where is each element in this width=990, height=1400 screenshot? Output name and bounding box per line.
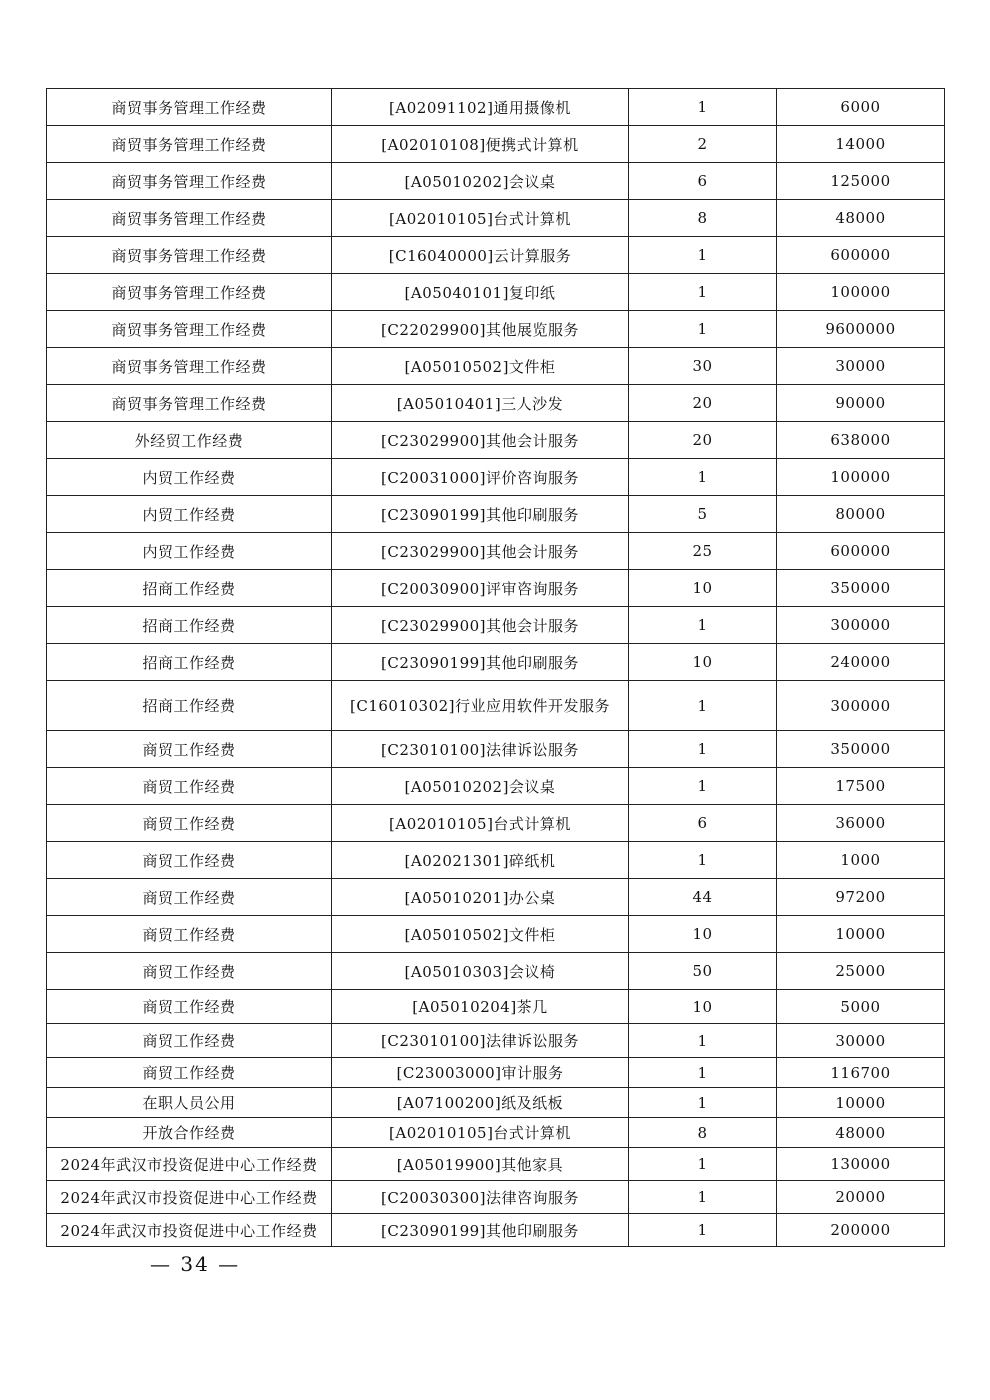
amount-cell: 80000	[777, 496, 945, 533]
table-row	[47, 1058, 945, 1088]
project-cell: 招商工作经费	[47, 607, 332, 644]
project-cell: 商贸事务管理工作经费	[47, 126, 332, 163]
table-row	[47, 385, 945, 422]
item-cell: [A05010202]会议桌	[332, 768, 629, 805]
item-cell: [C23090199]其他印刷服务	[332, 644, 629, 681]
item-cell: [A02010105]台式计算机	[332, 805, 629, 842]
project-cell: 招商工作经费	[47, 681, 332, 731]
budget-table	[46, 88, 945, 1247]
table-row	[47, 459, 945, 496]
item-cell: [C23003000]审计服务	[332, 1058, 629, 1088]
item-cell: [C23090199]其他印刷服务	[332, 1214, 629, 1247]
table-row	[47, 879, 945, 916]
item-cell: [C20030300]法律咨询服务	[332, 1181, 629, 1214]
amount-cell: 350000	[777, 570, 945, 607]
item-cell: [C20031000]评价咨询服务	[332, 459, 629, 496]
table-row	[47, 1148, 945, 1181]
quantity-cell: 5	[629, 496, 777, 533]
project-cell: 商贸工作经费	[47, 805, 332, 842]
quantity-cell: 1	[629, 1024, 777, 1058]
amount-cell: 300000	[777, 607, 945, 644]
project-cell: 2024年武汉市投资促进中心工作经费	[47, 1181, 332, 1214]
project-cell: 商贸工作经费	[47, 768, 332, 805]
project-cell: 内贸工作经费	[47, 459, 332, 496]
amount-cell: 36000	[777, 805, 945, 842]
item-cell: [A05010401]三人沙发	[332, 385, 629, 422]
project-cell: 商贸工作经费	[47, 731, 332, 768]
table-row	[47, 916, 945, 953]
table-row	[47, 533, 945, 570]
project-cell: 招商工作经费	[47, 644, 332, 681]
quantity-cell: 2	[629, 126, 777, 163]
project-cell: 内贸工作经费	[47, 496, 332, 533]
item-cell: [C23029900]其他会计服务	[332, 533, 629, 570]
item-cell: [A02010108]便携式计算机	[332, 126, 629, 163]
quantity-cell: 1	[629, 459, 777, 496]
quantity-cell: 10	[629, 570, 777, 607]
project-cell: 外经贸工作经费	[47, 422, 332, 459]
table-row	[47, 570, 945, 607]
amount-cell: 240000	[777, 644, 945, 681]
table-row	[47, 1181, 945, 1214]
table-row	[47, 237, 945, 274]
item-cell: [A02010105]台式计算机	[332, 1118, 629, 1148]
quantity-cell: 1	[629, 1214, 777, 1247]
item-cell: [A05010303]会议椅	[332, 953, 629, 990]
quantity-cell: 20	[629, 385, 777, 422]
quantity-cell: 1	[629, 768, 777, 805]
budget-table-body	[47, 89, 945, 1247]
item-cell: [C23029900]其他会计服务	[332, 607, 629, 644]
amount-cell: 30000	[777, 1024, 945, 1058]
project-cell: 招商工作经费	[47, 570, 332, 607]
table-row	[47, 990, 945, 1024]
amount-cell: 14000	[777, 126, 945, 163]
quantity-cell: 6	[629, 163, 777, 200]
amount-cell: 48000	[777, 200, 945, 237]
table-row	[47, 644, 945, 681]
project-cell: 2024年武汉市投资促进中心工作经费	[47, 1148, 332, 1181]
amount-cell: 9600000	[777, 311, 945, 348]
quantity-cell: 1	[629, 842, 777, 879]
amount-cell: 5000	[777, 990, 945, 1024]
quantity-cell: 6	[629, 805, 777, 842]
project-cell: 商贸工作经费	[47, 953, 332, 990]
quantity-cell: 1	[629, 731, 777, 768]
table-row	[47, 953, 945, 990]
item-cell: [A05010201]办公桌	[332, 879, 629, 916]
quantity-cell: 30	[629, 348, 777, 385]
project-cell: 内贸工作经费	[47, 533, 332, 570]
amount-cell: 116700	[777, 1058, 945, 1088]
quantity-cell: 1	[629, 607, 777, 644]
project-cell: 商贸工作经费	[47, 1058, 332, 1088]
quantity-cell: 1	[629, 274, 777, 311]
item-cell: [A05010204]茶几	[332, 990, 629, 1024]
amount-cell: 600000	[777, 237, 945, 274]
quantity-cell: 10	[629, 916, 777, 953]
amount-cell: 200000	[777, 1214, 945, 1247]
item-cell: [A05040101]复印纸	[332, 274, 629, 311]
quantity-cell: 1	[629, 1148, 777, 1181]
item-cell: [A05010502]文件柜	[332, 916, 629, 953]
quantity-cell: 1	[629, 1181, 777, 1214]
project-cell: 商贸事务管理工作经费	[47, 348, 332, 385]
item-cell: [A07100200]纸及纸板	[332, 1088, 629, 1118]
project-cell: 商贸事务管理工作经费	[47, 89, 332, 126]
amount-cell: 48000	[777, 1118, 945, 1148]
item-cell: [A05010502]文件柜	[332, 348, 629, 385]
amount-cell: 638000	[777, 422, 945, 459]
project-cell: 商贸工作经费	[47, 916, 332, 953]
table-row	[47, 163, 945, 200]
table-row	[47, 274, 945, 311]
table-row	[47, 89, 945, 126]
amount-cell: 130000	[777, 1148, 945, 1181]
amount-cell: 17500	[777, 768, 945, 805]
quantity-cell: 25	[629, 533, 777, 570]
amount-cell: 125000	[777, 163, 945, 200]
amount-cell: 90000	[777, 385, 945, 422]
project-cell: 商贸事务管理工作经费	[47, 237, 332, 274]
quantity-cell: 8	[629, 200, 777, 237]
amount-cell: 10000	[777, 1088, 945, 1118]
table-row	[47, 842, 945, 879]
item-cell: [C16040000]云计算服务	[332, 237, 629, 274]
table-row	[47, 1088, 945, 1118]
project-cell: 在职人员公用	[47, 1088, 332, 1118]
amount-cell: 25000	[777, 953, 945, 990]
project-cell: 商贸事务管理工作经费	[47, 163, 332, 200]
item-cell: [C23010100]法律诉讼服务	[332, 731, 629, 768]
project-cell: 商贸工作经费	[47, 1024, 332, 1058]
project-cell: 2024年武汉市投资促进中心工作经费	[47, 1214, 332, 1247]
project-cell: 商贸事务管理工作经费	[47, 385, 332, 422]
quantity-cell: 10	[629, 990, 777, 1024]
quantity-cell: 1	[629, 89, 777, 126]
quantity-cell: 1	[629, 237, 777, 274]
project-cell: 商贸工作经费	[47, 842, 332, 879]
quantity-cell: 44	[629, 879, 777, 916]
table-row	[47, 805, 945, 842]
item-cell: [C20030900]评审咨询服务	[332, 570, 629, 607]
item-cell: [C23090199]其他印刷服务	[332, 496, 629, 533]
item-cell: [C23029900]其他会计服务	[332, 422, 629, 459]
amount-cell: 100000	[777, 459, 945, 496]
table-row	[47, 768, 945, 805]
quantity-cell: 1	[629, 681, 777, 731]
table-row	[47, 126, 945, 163]
table-row	[47, 607, 945, 644]
amount-cell: 30000	[777, 348, 945, 385]
amount-cell: 1000	[777, 842, 945, 879]
quantity-cell: 10	[629, 644, 777, 681]
project-cell: 商贸工作经费	[47, 990, 332, 1024]
project-cell: 商贸事务管理工作经费	[47, 274, 332, 311]
item-cell: [A02091102]通用摄像机	[332, 89, 629, 126]
quantity-cell: 20	[629, 422, 777, 459]
amount-cell: 6000	[777, 89, 945, 126]
amount-cell: 10000	[777, 916, 945, 953]
table-row	[47, 311, 945, 348]
project-cell: 开放合作经费	[47, 1118, 332, 1148]
quantity-cell: 8	[629, 1118, 777, 1148]
amount-cell: 300000	[777, 681, 945, 731]
table-row	[47, 1024, 945, 1058]
amount-cell: 600000	[777, 533, 945, 570]
table-row	[47, 681, 945, 731]
page-number: — 34 —	[150, 1252, 241, 1276]
project-cell: 商贸工作经费	[47, 879, 332, 916]
item-cell: [A05019900]其他家具	[332, 1148, 629, 1181]
table-row	[47, 1214, 945, 1247]
item-cell: [C23010100]法律诉讼服务	[332, 1024, 629, 1058]
amount-cell: 20000	[777, 1181, 945, 1214]
table-row	[47, 200, 945, 237]
amount-cell: 100000	[777, 274, 945, 311]
table-row	[47, 348, 945, 385]
table-row	[47, 496, 945, 533]
table-row	[47, 731, 945, 768]
item-cell: [A05010202]会议桌	[332, 163, 629, 200]
quantity-cell: 1	[629, 1058, 777, 1088]
quantity-cell: 50	[629, 953, 777, 990]
amount-cell: 97200	[777, 879, 945, 916]
quantity-cell: 1	[629, 1088, 777, 1118]
project-cell: 商贸事务管理工作经费	[47, 200, 332, 237]
item-cell: [C16010302]行业应用软件开发服务	[332, 681, 629, 731]
item-cell: [A02010105]台式计算机	[332, 200, 629, 237]
project-cell: 商贸事务管理工作经费	[47, 311, 332, 348]
table-row	[47, 1118, 945, 1148]
amount-cell: 350000	[777, 731, 945, 768]
item-cell: [C22029900]其他展览服务	[332, 311, 629, 348]
item-cell: [A02021301]碎纸机	[332, 842, 629, 879]
table-row	[47, 422, 945, 459]
quantity-cell: 1	[629, 311, 777, 348]
